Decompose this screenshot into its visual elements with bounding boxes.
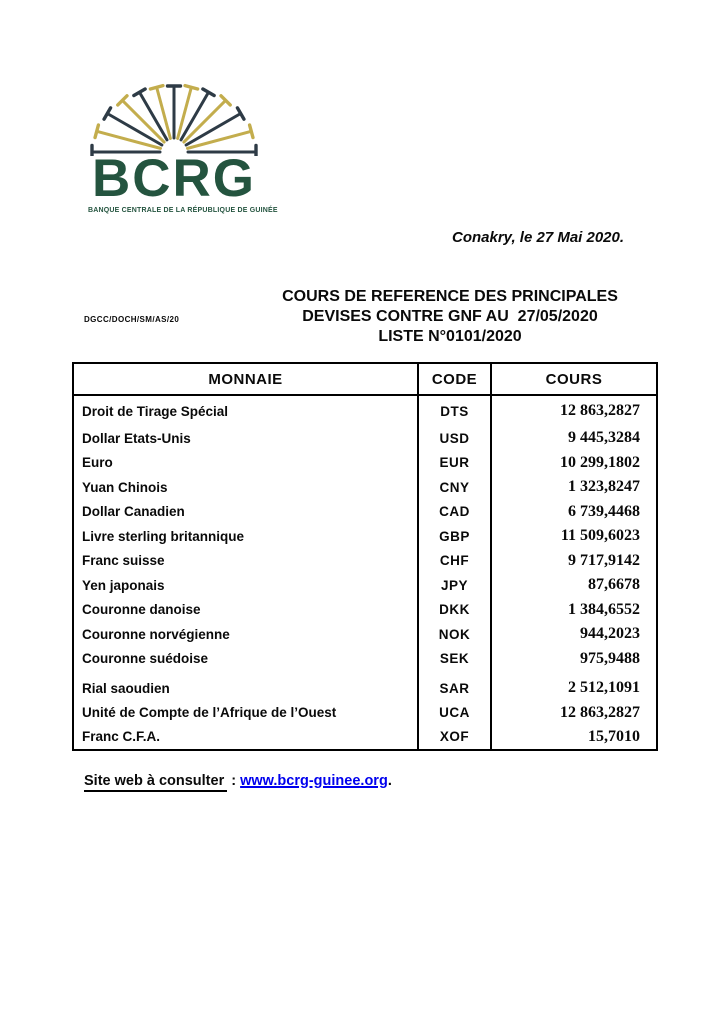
logo-acronym: BCRG bbox=[91, 149, 257, 208]
column-header-monnaie: MONNAIE bbox=[73, 363, 418, 395]
currency-code: DTS bbox=[418, 395, 491, 426]
table-row bbox=[73, 598, 657, 623]
date-line: Conakry, le 27 Mai 2020. bbox=[452, 229, 625, 246]
table-row bbox=[73, 622, 657, 647]
currency-rate: 9 445,3284 bbox=[491, 426, 657, 451]
bcrg-logo bbox=[88, 72, 278, 214]
table-row bbox=[73, 647, 657, 672]
column-header-cours: COURS bbox=[491, 363, 657, 395]
title-line-2: DEVISES CONTRE GNF AU 27/05/2020 bbox=[302, 308, 598, 325]
currency-code: UCA bbox=[418, 701, 491, 726]
reference-code: DGCC/DOCH/SM/AS/20 bbox=[84, 315, 180, 324]
document-title bbox=[230, 287, 670, 347]
currency-name: Franc C.F.A. bbox=[73, 725, 418, 750]
currency-code: GBP bbox=[418, 524, 491, 549]
table-row bbox=[73, 451, 657, 476]
currency-code: EUR bbox=[418, 451, 491, 476]
currency-rate: 944,2023 bbox=[491, 622, 657, 647]
currency-code: JPY bbox=[418, 573, 491, 598]
title-line-1: COURS DE REFERENCE DES PRINCIPALES bbox=[282, 288, 618, 305]
currency-rate: 15,7010 bbox=[491, 725, 657, 750]
footer bbox=[84, 773, 392, 789]
footer-period: . bbox=[387, 773, 392, 789]
currency-code: USD bbox=[418, 426, 491, 451]
currency-code: CNY bbox=[418, 475, 491, 500]
currency-rate: 975,9488 bbox=[491, 647, 657, 672]
currency-name: Franc suisse bbox=[73, 549, 418, 574]
currency-name: Dollar Etats-Unis bbox=[73, 426, 418, 451]
footer-colon: : bbox=[227, 773, 241, 789]
currency-rate: 1 323,8247 bbox=[491, 475, 657, 500]
table-row bbox=[73, 426, 657, 451]
bcrg-logo-fan-icon bbox=[88, 72, 260, 156]
currency-rate: 10 299,1802 bbox=[491, 451, 657, 476]
currency-name: Droit de Tirage Spécial bbox=[73, 395, 418, 426]
table-row bbox=[73, 475, 657, 500]
table-row bbox=[73, 549, 657, 574]
currency-rate: 87,6678 bbox=[491, 573, 657, 598]
currency-code: XOF bbox=[418, 725, 491, 750]
table-row bbox=[73, 676, 657, 701]
exchange-rates-table bbox=[72, 362, 658, 751]
currency-rate: 2 512,1091 bbox=[491, 676, 657, 701]
logo-full-name: BANQUE CENTRALE DE LA RÉPUBLIQUE DE GUINÉE bbox=[88, 207, 278, 214]
website-label: Site web à consulter bbox=[84, 773, 227, 792]
currency-rate: 1 384,6552 bbox=[491, 598, 657, 623]
currency-code: SAR bbox=[418, 676, 491, 701]
table-row bbox=[73, 395, 657, 426]
table-header-row bbox=[73, 363, 657, 395]
currency-rate: 11 509,6023 bbox=[491, 524, 657, 549]
currency-name: Yuan Chinois bbox=[73, 475, 418, 500]
currency-name: Couronne danoise bbox=[73, 598, 418, 623]
currency-code: DKK bbox=[418, 598, 491, 623]
currency-code: CAD bbox=[418, 500, 491, 525]
currency-rate: 6 739,4468 bbox=[491, 500, 657, 525]
currency-name: Rial saoudien bbox=[73, 676, 418, 701]
table-row bbox=[73, 573, 657, 598]
currency-name: Couronne suédoise bbox=[73, 647, 418, 672]
title-line-3: LISTE N°0101/2020 bbox=[378, 328, 522, 345]
table-row bbox=[73, 524, 657, 549]
currency-code: CHF bbox=[418, 549, 491, 574]
currency-name: Unité de Compte de l’Afrique de l’Ouest bbox=[73, 701, 418, 726]
table-row bbox=[73, 725, 657, 750]
currency-code: SEK bbox=[418, 647, 491, 672]
currency-name: Euro bbox=[73, 451, 418, 476]
currency-rate: 9 717,9142 bbox=[491, 549, 657, 574]
currency-rate: 12 863,2827 bbox=[491, 701, 657, 726]
website-link[interactable]: www.bcrg-guinee.org bbox=[240, 773, 388, 789]
column-header-code: CODE bbox=[418, 363, 491, 395]
currency-code: NOK bbox=[418, 622, 491, 647]
table-row bbox=[73, 500, 657, 525]
currency-name: Yen japonais bbox=[73, 573, 418, 598]
table-row bbox=[73, 701, 657, 726]
currency-name: Couronne norvégienne bbox=[73, 622, 418, 647]
currency-name: Livre sterling britannique bbox=[73, 524, 418, 549]
currency-name: Dollar Canadien bbox=[73, 500, 418, 525]
currency-rate: 12 863,2827 bbox=[491, 395, 657, 426]
